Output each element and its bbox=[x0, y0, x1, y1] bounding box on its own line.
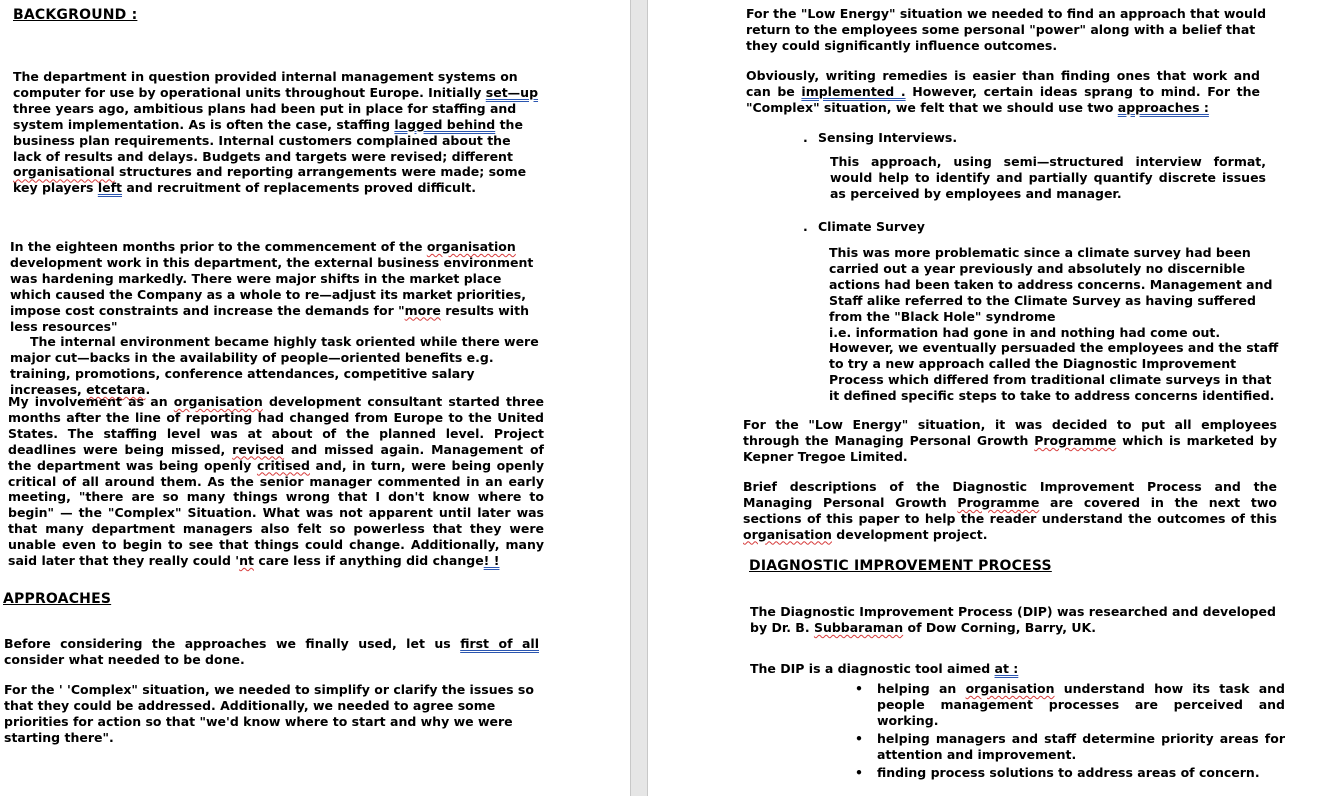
low-energy-paragraph: For the "Low Energy" situation we needed to find an approach that would return to the employees some personal "power" along with a belief that they could significantly influence outcomes. bbox=[746, 6, 1267, 53]
spelling-mark[interactable]: Programme bbox=[1034, 432, 1117, 448]
grammar-mark[interactable]: approaches : bbox=[1117, 99, 1209, 115]
dip-heading: DIAGNOSTIC IMPROVEMENT PROCESS bbox=[749, 558, 1052, 574]
sensing-title: Sensing Interviews. bbox=[818, 130, 958, 145]
grammar-mark[interactable]: first of all bbox=[460, 636, 539, 651]
dip-aim: The DIP is a diagnostic tool aimed at : bbox=[750, 661, 1019, 676]
bullet-dot: . bbox=[803, 219, 808, 234]
dip-bullet-list bbox=[855, 681, 1285, 782]
background-paragraph-3: My involvement as an organisation development consultant started three months after the line of reporting had changed from Europe to the United States. The staffing level was at about of the planned level. Project deadlines were being missed, revised and missed again. Management of the department was being openly critised and, in turn, were being openly critical of all around them. As the senior manager commented in an early meeting, "there are so many things wrong that I don't know where to begin" — the "Complex" Situation. What was not apparent until later was that many department managers also felt so powerless that they were unable even to begin to see that things could change. Additionally, many said later that they really could 'nt care less if anything did change! ! bbox=[8, 394, 544, 569]
right-page bbox=[648, 0, 1332, 796]
bullet-dot: • bbox=[855, 764, 863, 780]
list-item: • finding process solutions to address areas of concern. bbox=[855, 764, 1260, 780]
dip-paragraph: The Diagnostic Improvement Process (DIP) was researched and developed by Dr. B. Subbaraman of Dow Corning, Barry, UK. bbox=[750, 604, 1276, 635]
approaches-paragraph-2: For the ' 'Complex" situation, we needed to simplify or clarify the issues so that they could be addressed. Additionally, we needed to agree some priorities for action so that "we'd know where to start and why we were starting there". bbox=[4, 682, 534, 745]
background-heading: BACKGROUND : bbox=[13, 7, 138, 23]
grammar-mark[interactable]: implemented . bbox=[801, 83, 906, 99]
spelling-mark[interactable]: organisation bbox=[426, 239, 516, 254]
spelling-mark[interactable]: more bbox=[404, 302, 441, 318]
bullet-dot: . bbox=[803, 130, 808, 145]
climate-title: Climate Survey bbox=[818, 219, 925, 234]
bullet-dot: • bbox=[855, 730, 863, 746]
sensing-text: This approach, using semi—structured interview format, would help to identify and partially quantify discrete issues as perceived by employees and manager. bbox=[830, 154, 1266, 201]
spelling-mark[interactable]: etcetara bbox=[86, 382, 146, 398]
grammar-mark[interactable]: at : bbox=[994, 661, 1019, 676]
spelling-mark[interactable]: organisation bbox=[173, 394, 263, 409]
spelling-mark[interactable]: Programme bbox=[957, 494, 1040, 510]
spelling-mark[interactable]: Subbaraman bbox=[813, 619, 904, 635]
spelling-mark[interactable]: revised bbox=[232, 441, 285, 457]
spelling-mark[interactable]: critised bbox=[256, 457, 310, 473]
grammar-mark[interactable]: ! ! bbox=[483, 553, 500, 569]
list-item: • helping an organisation understand how its task and people management processes are perceived and working. bbox=[855, 681, 1285, 728]
list-item: • helping managers and staff determine priority areas for attention and improvement. bbox=[855, 730, 1285, 762]
spelling-mark[interactable]: organisation bbox=[965, 681, 1055, 696]
page-gap bbox=[630, 0, 648, 796]
background-paragraph-1: The department in question provided internal management systems on computer for use by operational units throughout Europe. Initially set—up three years ago, ambitious plans had been put in place for staffing and system implementation. As is often the case, staffing lagged behind the business plan requirements. Internal customers complained about the lack of results and delays. Budgets and targets were revised; different organisational structures and reporting arrangements were made; some key players left and recruitment of replacements proved difficult. bbox=[13, 69, 539, 196]
spelling-mark[interactable]: nt bbox=[239, 553, 254, 569]
climate-text: This was more problematic since a climate survey had been carried out a year previously and absolutely no discernible actions had been taken to address concerns. Management and Staff alike referred to the Climate Survey as having suffered from the "Black Hole" syndrome i.e. information had gone in and nothing had come out. However, we eventually persuaded the employees and the staff to try a new approach called the Diagnostic Improvement Process which differed from traditional climate surveys in that it defined specific steps to take to address concerns identified. bbox=[829, 245, 1279, 404]
bullet-dot: • bbox=[855, 681, 863, 696]
grammar-mark[interactable]: set—up bbox=[485, 84, 539, 100]
grammar-mark[interactable]: lagged behind bbox=[394, 116, 496, 132]
approaches-heading: APPROACHES bbox=[3, 591, 112, 607]
descriptions-paragraph: Brief descriptions of the Diagnostic Improvement Process and the Managing Personal Growth Programme are covered in the next two sections of this paper to help the reader understand the outcomes of this organisation development project. bbox=[743, 479, 1277, 542]
spelling-mark[interactable]: organisation bbox=[743, 526, 832, 542]
background-paragraph-2: In the eighteen months prior to the commencement of the organisation development work in this department, the external business environment was hardening markedly. There were major shifts in the market place which caused the Company as a whole to re—adjust its market priorities, impose cost constraints and increase the demands for "more results with less resources" The internal environment became highly task oriented while there were major cut—backs in the availability of people—oriented benefits e.g. training, promotions, conference attendances, competitive salary increases, etcetara. bbox=[10, 239, 539, 398]
spelling-mark[interactable]: organisational bbox=[13, 164, 115, 180]
programme-paragraph: For the "Low Energy" situation, it was decided to put all employees through the Managing Personal Growth Programme which is marketed by Kepner Tregoe Limited. bbox=[743, 417, 1278, 464]
approaches-paragraph-1: Before considering the approaches we finally used, let us first of all consider what needed to be done. bbox=[4, 636, 539, 667]
grammar-mark[interactable]: left bbox=[97, 180, 123, 196]
left-page bbox=[0, 0, 630, 796]
remedies-paragraph: Obviously, writing remedies is easier than finding ones that work and can be implemented . However, certain ideas sprang to mind. For the "Complex" situation, we felt that we should use two approaches : bbox=[746, 68, 1260, 115]
